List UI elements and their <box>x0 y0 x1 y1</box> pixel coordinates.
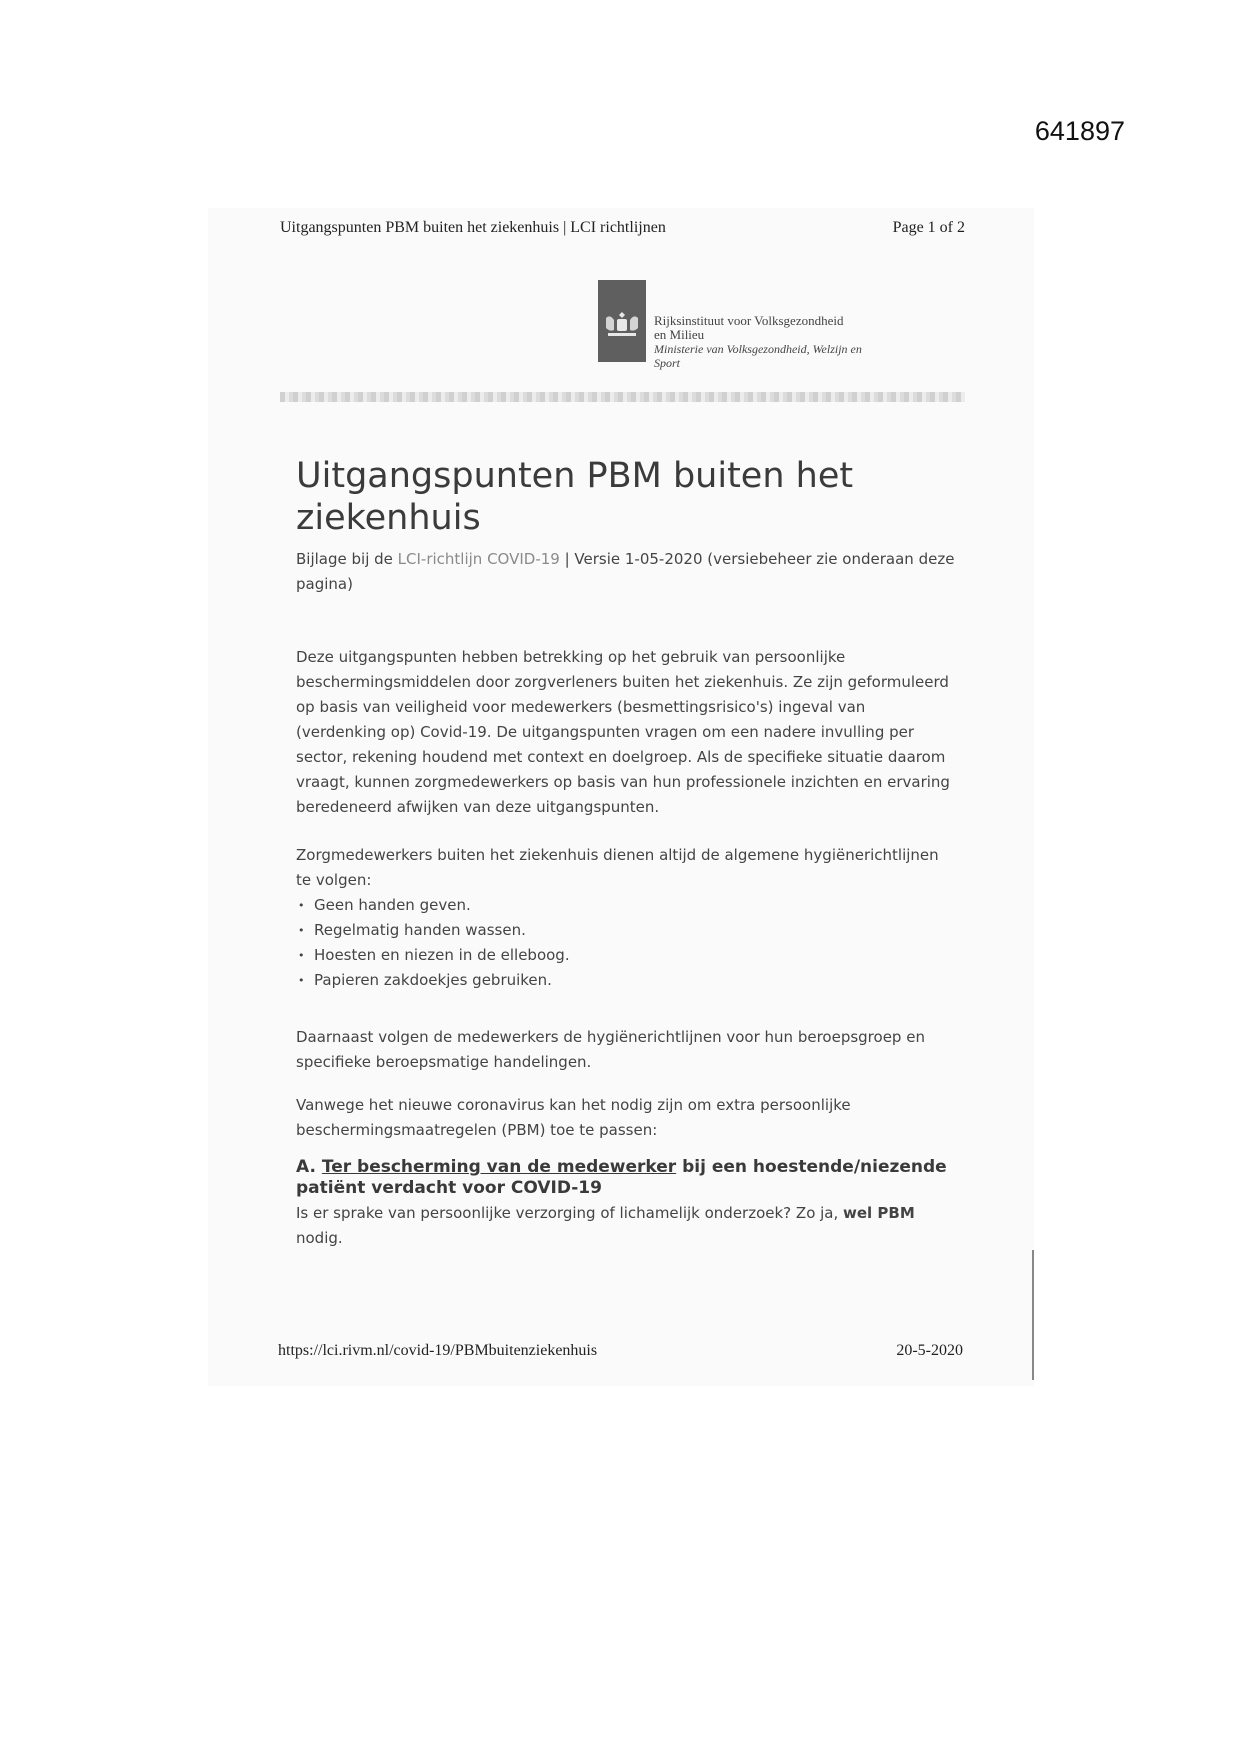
subtitle <box>296 547 956 597</box>
page-header <box>280 219 965 237</box>
page-footer <box>278 1342 963 1360</box>
question-tail: nodig. <box>296 1229 343 1247</box>
main-content <box>296 455 956 1251</box>
subtitle-suffix: | Versie 1-05-2020 (versiebeheer zie onderaan deze pagina) <box>296 550 955 593</box>
logo-line-2: en Milieu <box>654 327 705 342</box>
section-a-letter: A. <box>296 1157 316 1177</box>
document-id: 641897 <box>1034 116 1125 146</box>
hygiene-rules-list <box>296 893 956 993</box>
page-number: Page 1 of 2 <box>892 219 965 236</box>
list-item: • Hoesten en niezen in de elleboog. <box>296 943 956 968</box>
section-a-rest: bij een hoestende/niezende patiënt verdacht voor COVID-19 <box>296 1157 947 1198</box>
section-a-underlined: Ter bescherming van de medewerker <box>321 1157 677 1177</box>
header-title: Uitgangspunten PBM buiten het ziekenhuis | LCI richtlijnen <box>280 219 666 236</box>
rivm-logo <box>598 280 862 370</box>
section-a-question <box>296 1201 956 1251</box>
section-a-heading <box>296 1157 956 1199</box>
list-item: • Regelmatig handen wassen. <box>296 918 956 943</box>
list-item: • Papieren zakdoekjes gebruiken. <box>296 968 956 993</box>
additional-paragraph: Daarnaast volgen de medewerkers de hygiënerichtlijnen voor hun beroepsgroep en specifieke beroepsmatige handelingen. <box>296 1028 925 1071</box>
subtitle-prefix: Bijlage bij de <box>296 550 398 568</box>
logo-line-4: Sport <box>654 356 681 370</box>
footer-url[interactable]: https://lci.rivm.nl/covid-19/PBMbuitenziekenhuis <box>278 1342 598 1359</box>
scan-edge-line <box>1032 1250 1034 1380</box>
footer-date: 20-5-2020 <box>896 1342 963 1359</box>
page-title: Uitgangspunten PBM buiten het ziekenhuis <box>296 456 854 538</box>
header-rule <box>280 392 965 402</box>
guideline-link[interactable]: LCI-richtlijn COVID-19 <box>397 550 560 568</box>
hygiene-intro-paragraph: Zorgmedewerkers buiten het ziekenhuis dienen altijd de algemene hygiënerichtlijnen te volgen: <box>296 846 939 889</box>
question-text: Is er sprake van persoonlijke verzorging of lichamelijk onderzoek? Zo ja, <box>296 1204 844 1222</box>
intro-paragraph: Deze uitgangspunten hebben betrekking op het gebruik van persoonlijke beschermingsmiddelen door zorgverleners buiten het ziekenhuis. Ze zijn geformuleerd op basis van veiligheid voor medewerkers (besmettingsrisico's) ingeval van (verdenking op) Covid-19. De uitgangspunten vragen om een nadere invulling per sector, rekening houdend met context en doelgroep. Als de specifieke situatie daarom vraagt, kunnen zorgmedewerkers op basis van hun professionele inzichten en ervaring beredeneerd afwijken van deze uitgangspunten. <box>296 648 950 816</box>
pbm-intro-paragraph: Vanwege het nieuwe coronavirus kan het nodig zijn om extra persoonlijke beschermingsmaatregelen (PBM) toe te passen: <box>296 1096 851 1139</box>
logo-line-1: Rijksinstituut voor Volksgezondheid <box>654 313 844 328</box>
question-bold: wel PBM <box>843 1204 915 1222</box>
logo-line-3: Ministerie van Volksgezondheid, Welzijn en <box>654 342 862 356</box>
coat-of-arms-icon <box>598 280 646 362</box>
list-item: • Geen handen geven. <box>296 893 956 918</box>
